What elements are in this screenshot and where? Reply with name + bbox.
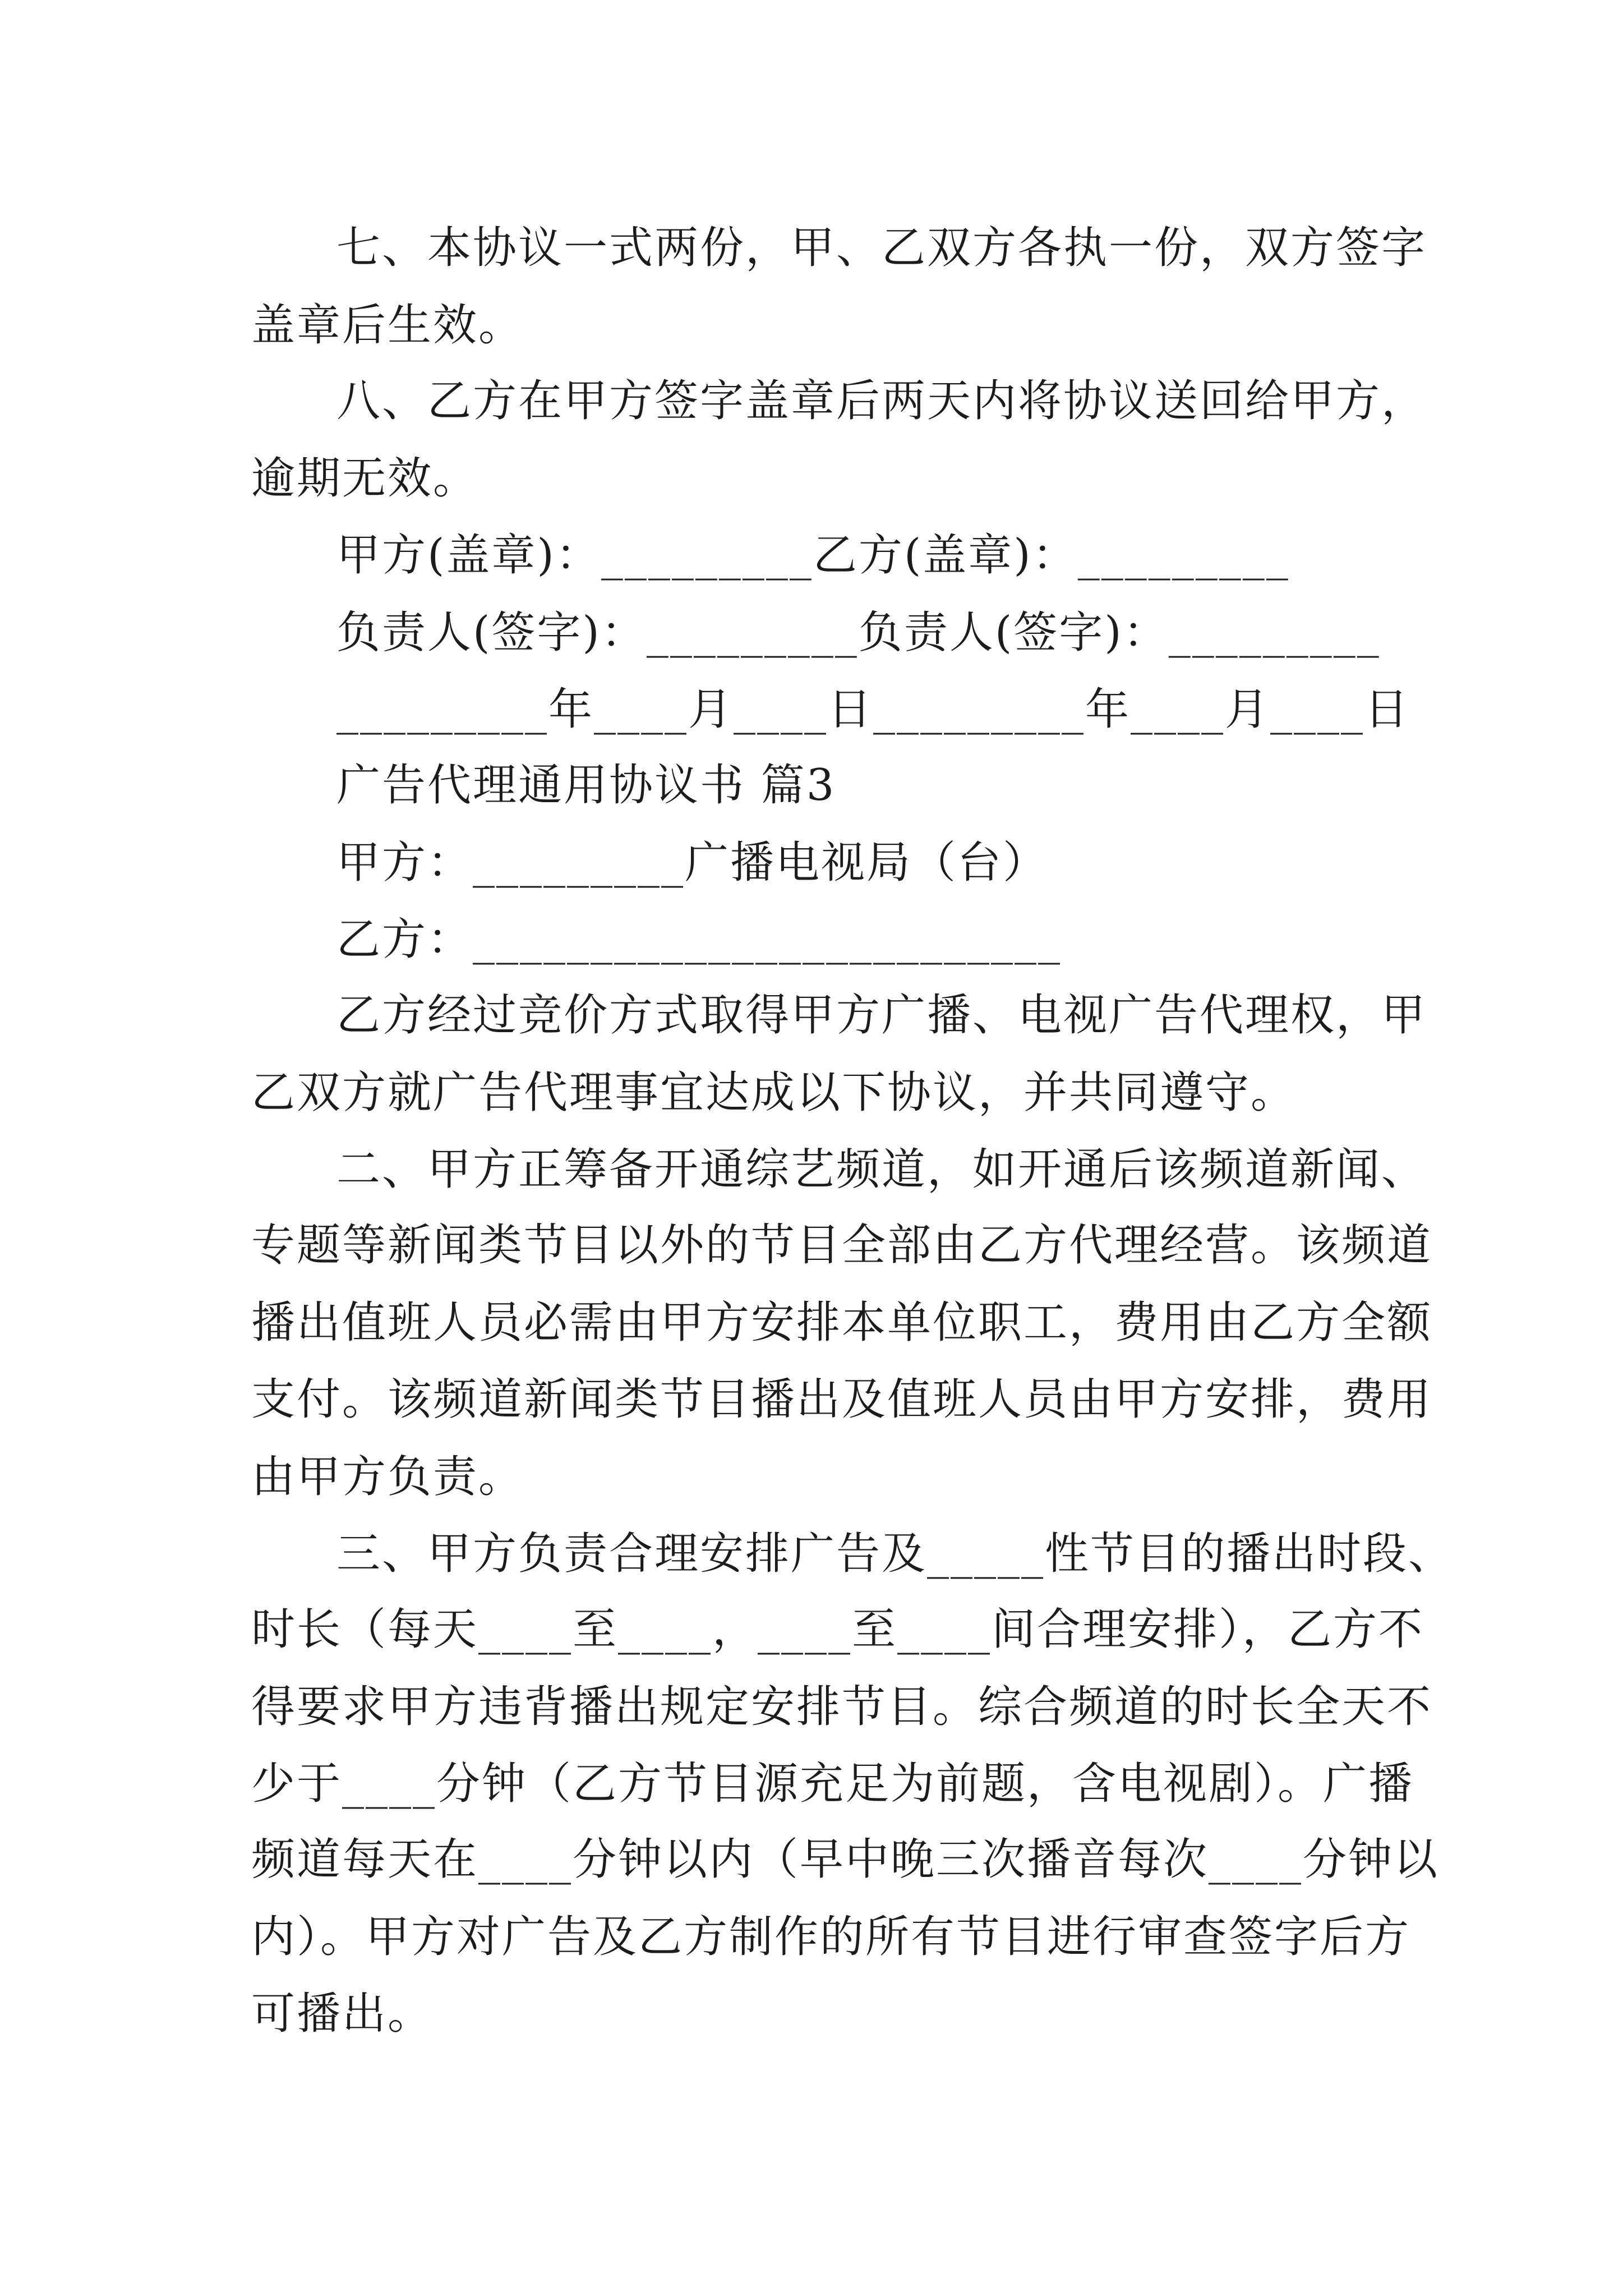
paragraph-line: 七、本协议一式两份，甲、乙双方各执一份，双方签字 [336,223,1427,273]
signature-line-party-a-seal: 甲方(盖章)：_________乙方(盖章)：_________ [336,530,1290,581]
paragraph-line: 专题等新闻类节目以外的节目全部由乙方代理经营。该频道 [251,1220,1433,1271]
paragraph-line: 内）。甲方对广告及乙方制作的所有节目进行审查签字后方 [251,1912,1411,1962]
section-title: 广告代理通用协议书 篇3 [336,760,836,811]
paragraph-line: 乙方经过竞价方式取得甲方广播、电视广告代理权，甲 [336,990,1427,1041]
paragraph-line: 少于____分钟（乙方节目源充足为前题，含电视剧）。广播 [251,1759,1414,1809]
paragraph-line: 频道每天在____分钟以内（早中晚三次播音每次____分钟以 [251,1834,1440,1885]
signature-line-responsible-person: 负责人(签字)：_________负责人(签字)：_________ [336,608,1381,658]
party-b-line: 乙方：_________________________ [336,914,1062,965]
paragraph-line: 三、甲方负责合理安排广告及_____性节目的播出时段、 [336,1529,1454,1579]
paragraph-line: 支付。该频道新闻类节目播出及值班人员由甲方安排，费用 [251,1374,1433,1425]
paragraph-line: 由甲方负责。 [251,1452,524,1502]
party-a-line: 甲方：_________广播电视局（台） [336,838,1049,888]
paragraph-line: 得要求甲方违背播出规定安排节目。综合频道的时长全天不 [251,1682,1433,1732]
paragraph-line: 可播出。 [251,1989,434,2039]
signature-date-line: _________年____月____日_________年____月____日 [336,684,1410,735]
paragraph-line: 逾期无效。 [251,453,479,504]
paragraph-line: 时长（每天____至____，____至____间合理安排），乙方不 [251,1604,1424,1655]
paragraph-line: 乙双方就广告代理事宜达成以下协议，并共同遵守。 [251,1068,1297,1118]
paragraph-line: 二、甲方正筹备开通综艺频道，如开通后该频道新闻、 [336,1144,1427,1195]
paragraph-line: 播出值班人员必需由甲方安排本单位职工，费用由乙方全额 [251,1297,1433,1348]
paragraph-line: 八、乙方在甲方签字盖章后两天内将协议送回给甲方， [336,376,1427,426]
paragraph-line: 盖章后生效。 [251,300,524,351]
